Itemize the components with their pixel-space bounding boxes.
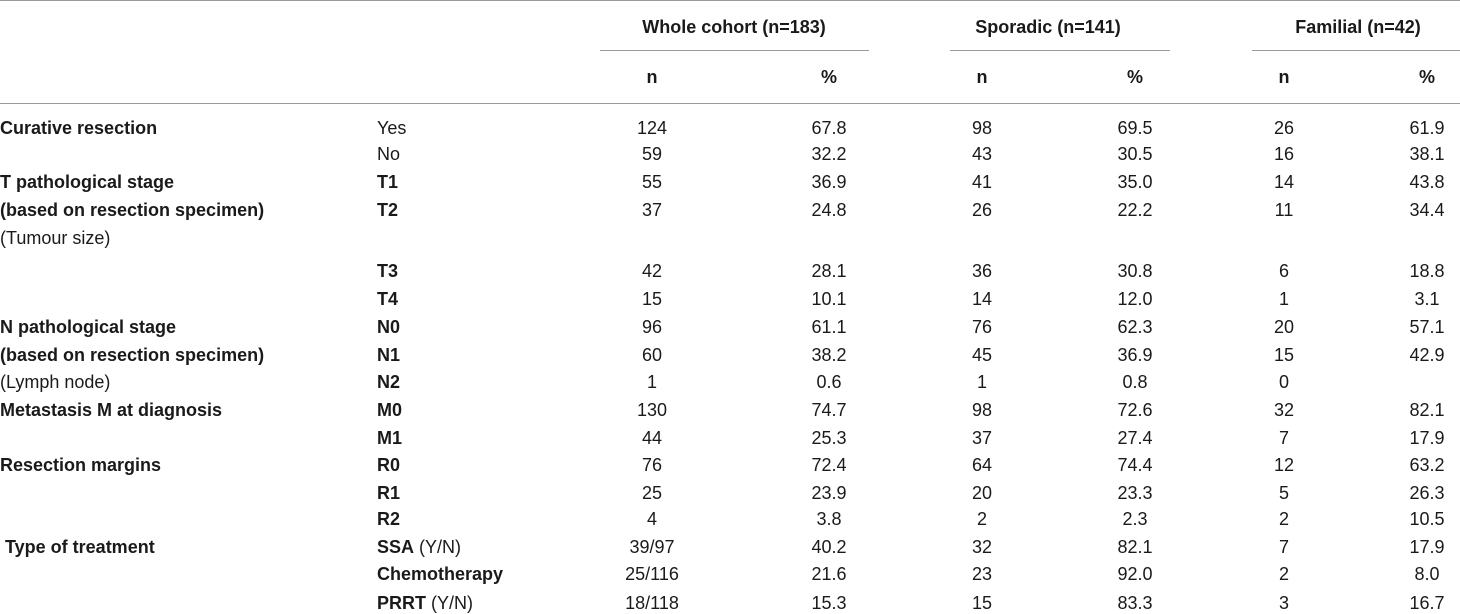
cell-whole-n: 15	[641, 289, 663, 309]
group-header-whole-cohort: Whole cohort (n=183)	[642, 17, 826, 37]
row-sublabel-note: (Y/N)	[414, 537, 462, 557]
cell-whole-n: 55	[641, 172, 663, 192]
cell-familial-pct: 82.1	[1409, 400, 1445, 420]
cell-familial-n: 12	[1273, 455, 1295, 475]
row-sublabel-text: Yes	[377, 118, 407, 138]
cell-sporadic-n: 98	[971, 118, 993, 138]
row-sublabel-text: PRRT	[377, 593, 426, 613]
row-label: N pathological stage	[0, 317, 177, 337]
row-sublabel	[377, 260, 398, 282]
row-sublabel-note: (Y/N)	[426, 593, 473, 613]
cell-whole-pct: 74.7	[811, 400, 847, 420]
row-sublabel-text: N1	[377, 345, 401, 365]
row-sublabel-text: SSA	[377, 537, 415, 557]
row-label: T pathological stage	[0, 172, 175, 192]
row-label: Resection margins	[0, 455, 162, 475]
cell-familial-pct: 16.7	[1409, 593, 1445, 613]
cell-familial-n: 7	[1278, 537, 1290, 557]
row-sublabel	[377, 199, 398, 221]
row-sublabel	[377, 482, 400, 504]
cell-sporadic-pct: 69.5	[1117, 118, 1153, 138]
group-rule-familial	[1252, 50, 1460, 51]
row-sublabel-text: M1	[377, 428, 403, 448]
cell-familial-pct: 3.1	[1414, 289, 1440, 309]
cell-familial-n: 16	[1273, 144, 1295, 164]
row-sublabel	[377, 427, 402, 449]
cell-familial-n: 14	[1273, 172, 1295, 192]
row-sublabel	[377, 592, 473, 614]
cell-sporadic-pct: 22.2	[1117, 200, 1153, 220]
row-sublabel-text: R0	[377, 455, 401, 475]
cell-whole-pct: 21.6	[811, 564, 847, 584]
cell-whole-n: 18/118	[625, 593, 679, 613]
cell-sporadic-pct: 27.4	[1117, 428, 1153, 448]
cell-familial-n: 11	[1274, 200, 1294, 220]
cell-familial-n: 26	[1273, 118, 1295, 138]
subheader-whole-n: n	[646, 67, 658, 87]
cell-whole-n: 25	[641, 483, 663, 503]
cell-sporadic-pct: 30.8	[1117, 261, 1153, 281]
row-sublabel	[377, 316, 400, 338]
cell-whole-pct: 67.8	[811, 118, 847, 138]
group-header-familial: Familial (n=42)	[1295, 17, 1421, 37]
cell-familial-n: 2	[1278, 564, 1290, 584]
cell-sporadic-pct: 12.0	[1117, 289, 1153, 309]
cell-sporadic-pct: 36.9	[1117, 345, 1153, 365]
cell-familial-pct: 63.2	[1409, 455, 1445, 475]
cell-whole-pct: 40.2	[811, 537, 847, 557]
cell-whole-n: 39/97	[629, 537, 675, 557]
cell-whole-pct: 25.3	[811, 428, 847, 448]
cell-sporadic-n: 76	[971, 317, 993, 337]
cell-familial-n: 1	[1278, 289, 1290, 309]
cell-familial-pct: 17.9	[1409, 428, 1445, 448]
cell-whole-n: 44	[641, 428, 663, 448]
row-label: Metastasis M at diagnosis	[0, 400, 223, 420]
row-label: Curative resection	[0, 118, 158, 138]
cell-sporadic-n: 26	[971, 200, 993, 220]
top-rule	[0, 0, 1460, 1]
row-sublabel-text: T2	[377, 200, 399, 220]
row-label: (based on resection specimen)	[0, 200, 265, 220]
subheader-sporadic-n: n	[976, 67, 988, 87]
cell-sporadic-pct: 72.6	[1117, 400, 1153, 420]
row-sublabel-text: R1	[377, 483, 401, 503]
row-sublabel-text: N2	[377, 372, 401, 392]
cell-familial-n: 20	[1273, 317, 1295, 337]
cell-familial-n: 0	[1278, 372, 1290, 392]
cell-sporadic-pct: 0.8	[1122, 372, 1148, 392]
row-sublabel-text: M0	[377, 400, 403, 420]
cell-whole-pct: 10.1	[811, 289, 847, 309]
cell-whole-pct: 0.6	[816, 372, 842, 392]
cell-whole-n: 59	[641, 144, 663, 164]
cell-sporadic-pct: 92.0	[1117, 564, 1153, 584]
cell-familial-pct: 10.5	[1409, 509, 1445, 529]
row-label: (Lymph node)	[0, 372, 111, 392]
row-label: Type of treatment	[0, 537, 155, 557]
cell-familial-pct: 42.9	[1409, 345, 1445, 365]
row-sublabel	[377, 288, 398, 310]
cell-sporadic-pct: 2.3	[1122, 509, 1148, 529]
cell-whole-pct: 61.1	[811, 317, 847, 337]
group-header-sporadic: Sporadic (n=141)	[975, 17, 1121, 37]
cell-familial-pct: 26.3	[1409, 483, 1445, 503]
cell-whole-n: 1	[646, 372, 658, 392]
cell-sporadic-n: 36	[971, 261, 993, 281]
cell-sporadic-n: 14	[971, 289, 993, 309]
header-bottom-rule	[0, 103, 1460, 104]
cell-sporadic-n: 98	[971, 400, 993, 420]
cell-whole-n: 42	[641, 261, 663, 281]
cell-sporadic-n: 23	[971, 564, 993, 584]
cell-sporadic-n: 43	[971, 144, 993, 164]
row-sublabel-text: N0	[377, 317, 401, 337]
cell-familial-n: 6	[1278, 261, 1290, 281]
row-sublabel	[377, 371, 400, 393]
cell-familial-pct: 18.8	[1409, 261, 1445, 281]
cell-whole-pct: 38.2	[811, 345, 847, 365]
cell-whole-pct: 36.9	[811, 172, 847, 192]
cell-familial-n: 3	[1278, 593, 1290, 613]
cell-sporadic-pct: 23.3	[1117, 483, 1153, 503]
cell-sporadic-pct: 83.3	[1117, 593, 1153, 613]
row-sublabel	[377, 454, 400, 476]
cell-whole-pct: 23.9	[811, 483, 847, 503]
row-label: (Tumour size)	[0, 228, 111, 248]
cell-sporadic-n: 1	[976, 372, 988, 392]
row-sublabel-text: T1	[377, 172, 399, 192]
cell-whole-pct: 3.8	[816, 509, 842, 529]
row-sublabel-text: Chemotherapy	[377, 564, 504, 584]
row-sublabel	[377, 536, 461, 558]
subheader-familial-pct: %	[1418, 67, 1436, 87]
cell-sporadic-n: 15	[971, 593, 993, 613]
cell-sporadic-n: 32	[971, 537, 993, 557]
cell-whole-n: 37	[641, 200, 663, 220]
subheader-sporadic-pct: %	[1126, 67, 1144, 87]
cell-whole-pct: 28.1	[811, 261, 847, 281]
cell-familial-pct: 8.0	[1414, 564, 1440, 584]
cell-whole-n: 76	[641, 455, 663, 475]
cell-familial-n: 5	[1278, 483, 1290, 503]
cell-familial-pct: 57.1	[1409, 317, 1445, 337]
row-sublabel-text: R2	[377, 509, 401, 529]
cell-sporadic-pct: 30.5	[1117, 144, 1153, 164]
cell-whole-n: 130	[636, 400, 668, 420]
cell-sporadic-n: 45	[971, 345, 993, 365]
cell-whole-pct: 32.2	[811, 144, 847, 164]
cell-familial-pct: 61.9	[1409, 118, 1445, 138]
row-sublabel	[377, 117, 406, 139]
cell-familial-n: 32	[1273, 400, 1295, 420]
cell-whole-pct: 15.3	[811, 593, 847, 613]
row-sublabel-text: T3	[377, 261, 399, 281]
row-sublabel	[377, 143, 400, 165]
cell-familial-pct: 43.8	[1409, 172, 1445, 192]
cell-sporadic-pct: 62.3	[1117, 317, 1153, 337]
cell-whole-pct: 24.8	[811, 200, 847, 220]
group-rule-whole-cohort	[600, 50, 869, 51]
group-rule-sporadic	[950, 50, 1170, 51]
cell-whole-n: 60	[641, 345, 663, 365]
cell-sporadic-n: 2	[976, 509, 988, 529]
row-sublabel	[377, 344, 400, 366]
cell-familial-pct: 38.1	[1409, 144, 1445, 164]
cell-familial-n: 2	[1278, 509, 1290, 529]
cell-sporadic-n: 64	[971, 455, 993, 475]
cell-familial-n: 7	[1278, 428, 1290, 448]
subheader-whole-pct: %	[820, 67, 838, 87]
cell-sporadic-pct: 82.1	[1117, 537, 1153, 557]
row-sublabel	[377, 563, 503, 585]
row-sublabel-text: T4	[377, 289, 399, 309]
subheader-familial-n: n	[1278, 67, 1290, 87]
row-sublabel	[377, 171, 398, 193]
row-label: (based on resection specimen)	[0, 345, 265, 365]
row-sublabel	[377, 399, 402, 421]
cell-familial-pct: 34.4	[1409, 200, 1445, 220]
cell-sporadic-n: 20	[971, 483, 993, 503]
cell-familial-pct: 17.9	[1409, 537, 1445, 557]
cell-sporadic-n: 41	[971, 172, 993, 192]
cell-whole-n: 124	[636, 118, 668, 138]
cell-whole-n: 4	[646, 509, 658, 529]
cell-sporadic-pct: 74.4	[1117, 455, 1153, 475]
row-sublabel	[377, 508, 400, 530]
cell-whole-n: 96	[641, 317, 663, 337]
cell-sporadic-pct: 35.0	[1117, 172, 1153, 192]
row-sublabel-text: No	[377, 144, 401, 164]
cell-sporadic-n: 37	[971, 428, 993, 448]
cell-whole-pct: 72.4	[811, 455, 847, 475]
cell-familial-n: 15	[1273, 345, 1295, 365]
cell-whole-n: 25/116	[625, 564, 679, 584]
